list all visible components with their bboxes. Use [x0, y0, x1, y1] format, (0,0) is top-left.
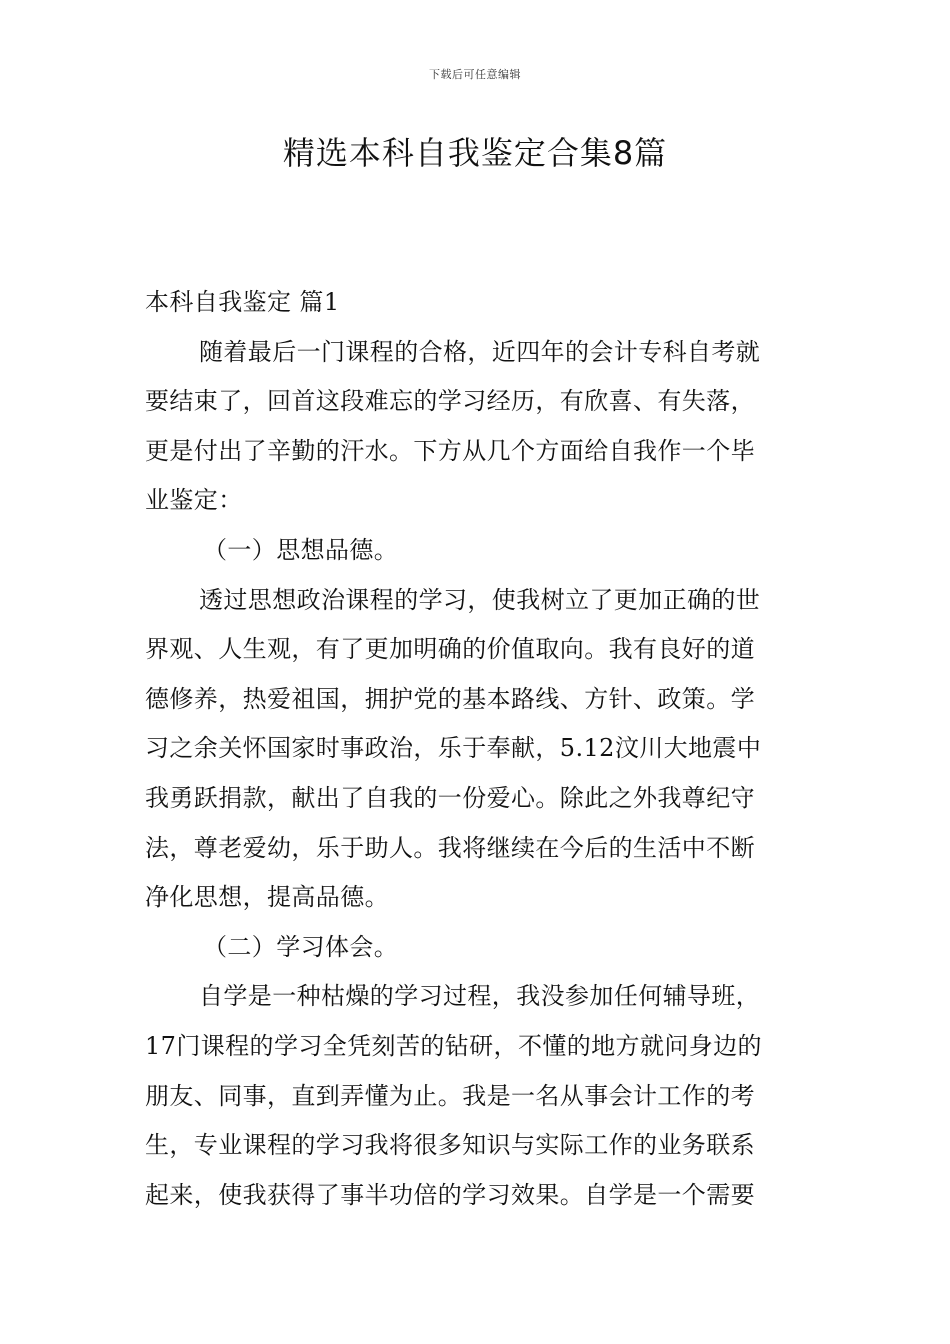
paragraph-line: 朋友、同事，直到弄懂为止。我是一名从事会计工作的考: [145, 1081, 755, 1110]
paragraph-line: 法，尊老爱幼，乐于助人。我将继续在今后的生活中不断: [145, 833, 755, 862]
paragraph-line: 界观、人生观，有了更加明确的价值取向。我有良好的道: [145, 635, 755, 664]
subsection-heading: （一）思想品德。: [203, 535, 399, 564]
section-heading: 本科自我鉴定 篇1: [145, 288, 340, 316]
paragraph-line: 净化思想，提高品德。: [145, 883, 389, 912]
paragraph-line: 17门课程的学习全凭刻苦的钻研，不懂的地方就问身边的: [145, 1031, 762, 1060]
document-title: 精选本科自我鉴定合集8篇: [282, 134, 668, 172]
subsection-heading: （二）学习体会。: [203, 932, 399, 961]
paragraph-line: 随着最后一门课程的合格，近四年的会计专科自考就: [199, 337, 761, 366]
paragraph-line: 我勇跃捐款，献出了自我的一份爱心。除此之外我尊纪守: [145, 783, 755, 812]
paragraph-line: 生，专业课程的学习我将很多知识与实际工作的业务联系: [145, 1131, 755, 1160]
paragraph-line: 更是付出了辛勤的汗水。下方从几个方面给自我作一个毕: [145, 436, 755, 465]
paragraph-line: 业鉴定：: [145, 486, 243, 515]
paragraph-line: 要结束了，回首这段难忘的学习经历，有欣喜、有失落，: [145, 387, 755, 416]
paragraph-line: 自学是一种枯燥的学习过程，我没参加任何辅导班，: [199, 982, 761, 1011]
header-note: 下载后可任意编辑: [429, 68, 521, 81]
paragraph-line: 透过思想政治课程的学习，使我树立了更加正确的世: [199, 585, 761, 614]
paragraph-line: 习之余关怀国家时事政治，乐于奉献，5.12汶川大地震中: [145, 734, 762, 763]
document-body: [145, 278, 810, 1220]
paragraph-line: 起来，使我获得了事半功倍的学习效果。自学是一个需要: [145, 1180, 755, 1209]
paragraph-line: 德修养，热爱祖国，拥护党的基本路线、方针、政策。学: [145, 684, 755, 713]
